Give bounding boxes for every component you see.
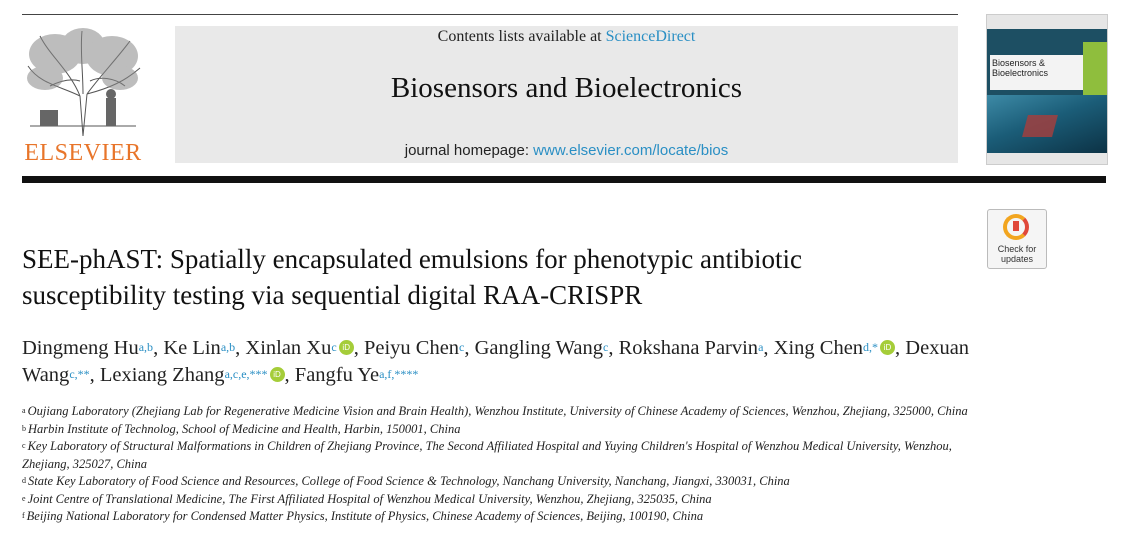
sciencedirect-link[interactable]: ScienceDirect xyxy=(605,28,696,45)
author[interactable] xyxy=(619,337,764,359)
affiliation-f xyxy=(22,508,982,526)
author-name: Xinlan Xu xyxy=(245,337,332,359)
affiliation-label: d xyxy=(22,476,26,485)
elsevier-logo[interactable] xyxy=(20,26,146,166)
affiliation-label: a xyxy=(22,406,26,415)
cover-green-stripe xyxy=(1083,42,1107,98)
author[interactable] xyxy=(22,337,153,359)
elsevier-wordmark: ELSEVIER xyxy=(24,140,142,166)
author-separator: , xyxy=(284,364,295,386)
orcid-icon[interactable]: iD xyxy=(880,340,895,355)
journal-title[interactable]: Biosensors and Bioelectronics xyxy=(390,72,743,104)
affiliation-text: Key Laboratory of Structural Malformations in Children of Zhejiang Province, The Second Affiliated Hospital and Yuying Children's Hospital of Wenzhou Medical University, Wenzhou, Zhejiang, 325027, China xyxy=(22,439,952,471)
author-separator: , xyxy=(608,337,619,359)
cover-top-strip xyxy=(987,15,1107,29)
author-name: Peiyu Chen xyxy=(363,337,460,359)
check-line-2: updates xyxy=(1000,254,1034,264)
author-separator: , xyxy=(153,337,164,359)
author-affiliation-marks[interactable]: a,b xyxy=(138,340,154,354)
affiliation-text: Joint Centre of Translational Medicine, The First Affiliated Hospital of Wenzhou Medical University, Wenzhou, Zhejiang, 325035, China xyxy=(27,491,712,506)
cover-title-box xyxy=(990,55,1083,90)
author[interactable] xyxy=(295,364,419,386)
contents-line xyxy=(175,28,958,46)
author-name: Dingmeng Hu xyxy=(22,337,139,359)
homepage-link[interactable]: www.elsevier.com/locate/bios xyxy=(533,142,729,159)
author-separator: , xyxy=(464,337,475,359)
author[interactable] xyxy=(475,337,609,359)
author[interactable] xyxy=(245,337,353,359)
author[interactable] xyxy=(774,337,895,359)
affiliation-text: Harbin Institute of Technolog, School of Medicine and Health, Harbin, 150001, China xyxy=(28,421,461,436)
author[interactable] xyxy=(100,364,285,386)
check-line-1: Check for xyxy=(997,244,1037,254)
contents-prefix: Contents lists available at xyxy=(437,28,606,45)
journal-cover[interactable] xyxy=(986,14,1108,165)
affiliation-d xyxy=(22,473,982,491)
author-affiliation-marks[interactable]: c,** xyxy=(69,367,90,381)
journal-banner xyxy=(175,26,958,163)
author-affiliation-marks[interactable]: a,c,e,*** xyxy=(224,367,268,381)
author-list xyxy=(22,335,982,389)
author-affiliation-marks[interactable]: d,* xyxy=(863,340,879,354)
orcid-icon[interactable]: iD xyxy=(339,340,354,355)
author-name: Ke Lin xyxy=(163,337,221,359)
check-for-updates-button[interactable] xyxy=(987,209,1047,269)
affiliation-text: Oujiang Laboratory (Zhejiang Lab for Regenerative Medicine Vision and Brain Health), Wenzhou Institute, University of Chinese Academy of Sciences, Wenzhou, Zhejiang, 325000, China xyxy=(27,404,968,418)
affiliation-label: c xyxy=(22,441,26,450)
check-for-updates-label xyxy=(988,244,1046,264)
article-title-line-1: SEE-phAST: Spatially encapsulated emulsions for phenotypic antibiotic xyxy=(22,244,803,274)
affiliation-label: f xyxy=(22,511,25,520)
crossmark-icon xyxy=(1003,214,1029,240)
homepage-prefix: journal homepage: xyxy=(404,142,534,159)
author-name: Dexuan Wang xyxy=(22,337,970,386)
affiliation-label: e xyxy=(22,493,26,503)
affiliation-a xyxy=(22,403,982,421)
affiliation-c xyxy=(22,438,982,473)
author-name: Xing Chen xyxy=(773,337,864,359)
cover-chip-graphic xyxy=(1022,115,1058,137)
header-thick-rule xyxy=(22,176,1106,183)
author-name: Rokshana Parvin xyxy=(618,337,759,359)
author[interactable] xyxy=(163,337,235,359)
author-name: Fangfu Ye xyxy=(294,364,380,386)
author-separator: , xyxy=(895,337,906,359)
affiliation-b xyxy=(22,421,982,439)
affiliation-text: Beijing National Laboratory for Condensed Matter Physics, Institute of Physics, Chinese Academy of Sciences, Beijing, 100190, China xyxy=(26,509,704,523)
author-name: Gangling Wang xyxy=(474,337,603,359)
article-title xyxy=(22,241,972,313)
affiliation-text: State Key Laboratory of Food Science and Resources, College of Food Science & Technology, Nanchang University, Nanchang, Jiangxi, 330031, China xyxy=(28,474,790,488)
author-separator: , xyxy=(235,337,246,359)
affiliation-e xyxy=(22,491,982,509)
cover-bottom-strip xyxy=(987,153,1107,164)
cover-title: Biosensors & Bioelectronics xyxy=(992,58,1049,78)
header-top-rule xyxy=(22,14,958,15)
orcid-icon[interactable]: iD xyxy=(270,367,285,382)
author-separator: , xyxy=(353,337,364,359)
author-separator: , xyxy=(763,337,774,359)
author-affiliation-marks[interactable]: a xyxy=(758,340,764,354)
article-title-line-2: susceptibility testing via sequential digital RAA-CRISPR xyxy=(22,280,643,310)
homepage-line xyxy=(175,142,958,159)
affiliation-label: b xyxy=(22,423,26,433)
author-affiliation-marks[interactable]: c xyxy=(459,340,465,354)
author-affiliation-marks[interactable]: c xyxy=(331,340,337,354)
affiliation-list xyxy=(22,403,982,526)
author[interactable] xyxy=(364,337,464,359)
elsevier-tree-logo xyxy=(20,26,146,138)
author-affiliation-marks[interactable]: c xyxy=(602,340,609,354)
author-name: Lexiang Zhang xyxy=(99,364,225,386)
author-separator: , xyxy=(89,364,100,386)
author-affiliation-marks[interactable]: a,f,**** xyxy=(379,367,419,381)
author-affiliation-marks[interactable]: a,b xyxy=(220,340,236,354)
